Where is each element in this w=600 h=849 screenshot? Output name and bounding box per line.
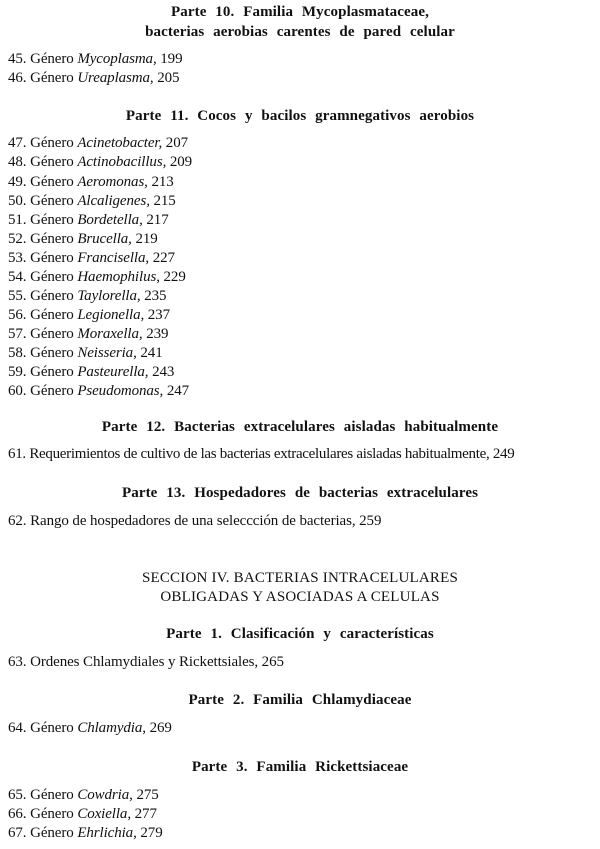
toc-entry: 49. Género Aeromonas, 213 [8, 174, 174, 190]
parte-13-heading: Parte 13. Hospedadores de bacterias extracelulares [121, 485, 479, 501]
toc-entry: 58. Género Neisseria, 241 [8, 345, 163, 361]
s4-parte-3-heading: Parte 3. Familia Rickettsiaceae [191, 759, 409, 775]
toc-entry: 63. Ordenes Chlamydiales y Rickettsiales, 265 [8, 654, 284, 670]
toc-entry: 50. Género Alcaligenes, 215 [8, 193, 176, 209]
seccion-iv-title-line2: OBLIGADAS Y ASOCIADAS A CELULAS [160, 589, 440, 605]
toc-entry: 60. Género Pseudomonas, 247 [8, 383, 190, 399]
toc-entry: 53. Género Francisella, 227 [8, 250, 175, 266]
toc-entry: 54. Género Haemophilus, 229 [8, 269, 186, 285]
parte-11-heading: Parte 11. Cocos y bacilos gramnegativos aerobios [125, 108, 475, 124]
parte-12-heading: Parte 12. Bacterias extracelulares aisladas habitualmente [101, 419, 499, 435]
toc-entry: 48. Género Actinobacillus, 209 [8, 154, 193, 170]
toc-entry: 45. Género Mycoplasma, 199 [8, 51, 183, 67]
toc-entry: 65. Género Cowdria, 275 [8, 787, 159, 803]
parte-10-heading-line1: Parte 10. Familia Mycoplasmataceae, [170, 4, 429, 20]
toc-entry: 67. Género Ehrlichia, 279 [8, 825, 163, 841]
toc-entry: 57. Género Moraxella, 239 [8, 326, 169, 342]
toc-entry: 64. Género Chlamydia, 269 [8, 720, 172, 736]
s4-parte-1-heading: Parte 1. Clasificación y características [166, 626, 434, 642]
toc-entry: 61. Requerimientos de cultivo de las bacterias extracelulares aisladas habitualmente, 249 [8, 446, 515, 462]
toc-entry: 51. Género Bordetella, 217 [8, 212, 169, 228]
toc-entry: 62. Rango de hospedadores de una seleccción de bacterias, 259 [8, 513, 382, 529]
s4-parte-2-heading: Parte 2. Familia Chlamydiaceae [188, 692, 412, 708]
parte-10-heading-line2: bacterias aerobias carentes de pared celular [145, 24, 455, 40]
toc-entry: 52. Género Brucella, 219 [8, 231, 158, 247]
toc-entry: 55. Género Taylorella, 235 [8, 288, 167, 304]
toc-entry: 66. Género Coxiella, 277 [8, 806, 157, 822]
toc-entry: 46. Género Ureaplasma, 205 [8, 70, 180, 86]
toc-entry: 56. Género Legionella, 237 [8, 307, 170, 323]
toc-entry: 47. Género Acinetobacter, 207 [8, 135, 188, 151]
seccion-iv-title-line1: SECCION IV. BACTERIAS INTRACELULARES [141, 570, 459, 586]
toc-entry: 59. Género Pasteurella, 243 [8, 364, 175, 380]
